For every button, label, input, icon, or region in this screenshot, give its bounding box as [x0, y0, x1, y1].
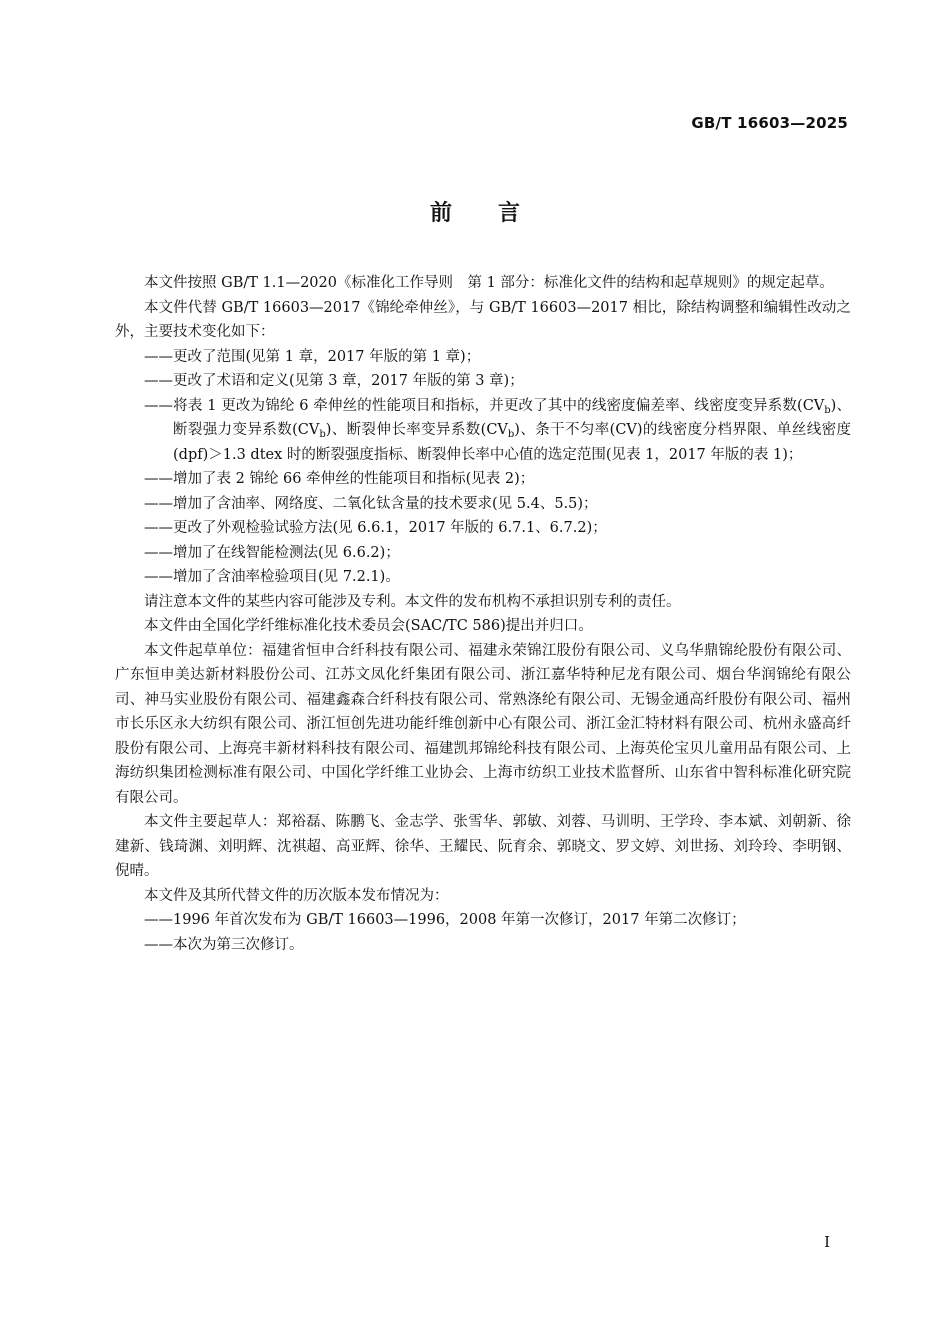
page-title: 前言	[429, 201, 566, 226]
drafting-units-paragraph: 本文件起草单位：福建省恒申合纤科技有限公司、福建永荣锦江股份有限公司、义乌华鼎锦纶股份有限公司、广东恒申美达新材料股份公司、江苏文凤化纤集团有限公司、浙江嘉华特种尼龙有限公司、烟台华润锦纶有限公司、神马实业股份有限公司、福建鑫森合纤科技有限公司、常熟涤纶有限公司、无锡金通高纤股份有限公司、福州市长乐区永大纺织有限公司、浙江恒创先进功能纤维创新中心有限公司、浙江金汇特材料有限公司、杭州永盛高纤股份有限公司、上海亮丰新材料科技有限公司、福建凯邦锦纶科技有限公司、上海英伦宝贝儿童用品有限公司、上海纺织集团检测标准有限公司、中国化学纤维工业协会、上海市纺织工业技术监督所、山东省中智科标准化研究院有限公司。	[115, 642, 851, 806]
replacement-paragraph: 本文件代替 GB/T 16603—2017《锦纶牵伸丝》，与 GB/T 16603—2017 相比，除结构调整和编辑性改动之外，主要技术变化如下：	[115, 299, 851, 340]
change-item-table1	[115, 394, 851, 468]
standard-number: GB/T 16603—2025	[691, 114, 848, 132]
change-item-appearance-test: ——更改了外观检验试验方法(见 6.6.1，2017 年版的 6.7.1、6.7.2)；	[144, 520, 607, 536]
committee-paragraph: 本文件由全国化学纤维标准化技术委员会(SAC/TC 586)提出并归口。	[144, 618, 593, 634]
page-number: I	[824, 1233, 830, 1251]
subscript-b: b	[507, 429, 515, 440]
history-item-current: ——本次为第三次修订。	[144, 936, 304, 953]
change-item-table1-text-b: )、断裂强力变异系数(CV	[173, 397, 851, 438]
patent-notice-paragraph: 请注意本文件的某些内容可能涉及专利。本文件的发布机构不承担识别专利的责任。	[144, 593, 681, 610]
change-item-terms: ——更改了术语和定义(见第 3 章，2017 年版的第 3 章)；	[144, 373, 524, 389]
change-item-oil-inspection: ——增加了含油率检验项目(见 7.2.1)。	[144, 569, 400, 585]
drafting-rules-paragraph: 本文件按照 GB/T 1.1—2020《标准化工作导则 第 1 部分：标准化文件的结构和起草规则》的规定起草。	[144, 275, 834, 291]
drafters-paragraph: 本文件主要起草人：郑裕磊、陈鹏飞、金志学、张雪华、郭敏、刘蓉、马训明、王学玲、李本斌、刘朝新、徐建新、钱琦渊、刘明辉、沈祺超、高亚辉、徐华、王耀民、阮育余、郭晓文、罗文婷、刘世扬、刘玲玲、李明钢、倪晴。	[115, 814, 851, 879]
subscript-b: b	[824, 404, 831, 416]
history-intro-paragraph: 本文件及其所代替文件的历次版本发布情况为：	[144, 887, 449, 904]
change-item-table1-text-d: )、条干不匀率(CV)的线密度分档界限、单丝线密度(dpf)＞1.3 dtex 时的断裂强度指标、断裂伸长率中心值的选定范围(见表 1，2017 年版的表 1)；	[173, 422, 851, 463]
change-item-table1-text-c: )、断裂伸长率变异系数(CV	[325, 422, 508, 438]
change-item-scope: ——更改了范围(见第 1 章，2017 年版的第 1 章)；	[144, 348, 481, 365]
subscript-b: b	[319, 429, 326, 440]
change-item-online-detection: ——增加了在线智能检测法(见 6.6.2)；	[144, 544, 400, 561]
history-item-first: ——1996 年首次发布为 GB/T 16603—1996，2008 年第一次修订，2017 年第二次修订；	[144, 912, 746, 928]
document-body	[115, 271, 851, 957]
change-item-oil-content: ——增加了含油率、网络度、二氧化钛含量的技术要求(见 5.4、5.5)；	[144, 495, 598, 512]
change-item-table1-text-a: ——将表 1 更改为锦纶 6 牵伸丝的性能项目和指标，并更改了其中的线密度偏差率、线密度变异系数(CV	[144, 397, 825, 414]
change-item-table2: ——增加了表 2 锦纶 66 牵伸丝的性能项目和指标(见表 2)；	[144, 471, 535, 487]
